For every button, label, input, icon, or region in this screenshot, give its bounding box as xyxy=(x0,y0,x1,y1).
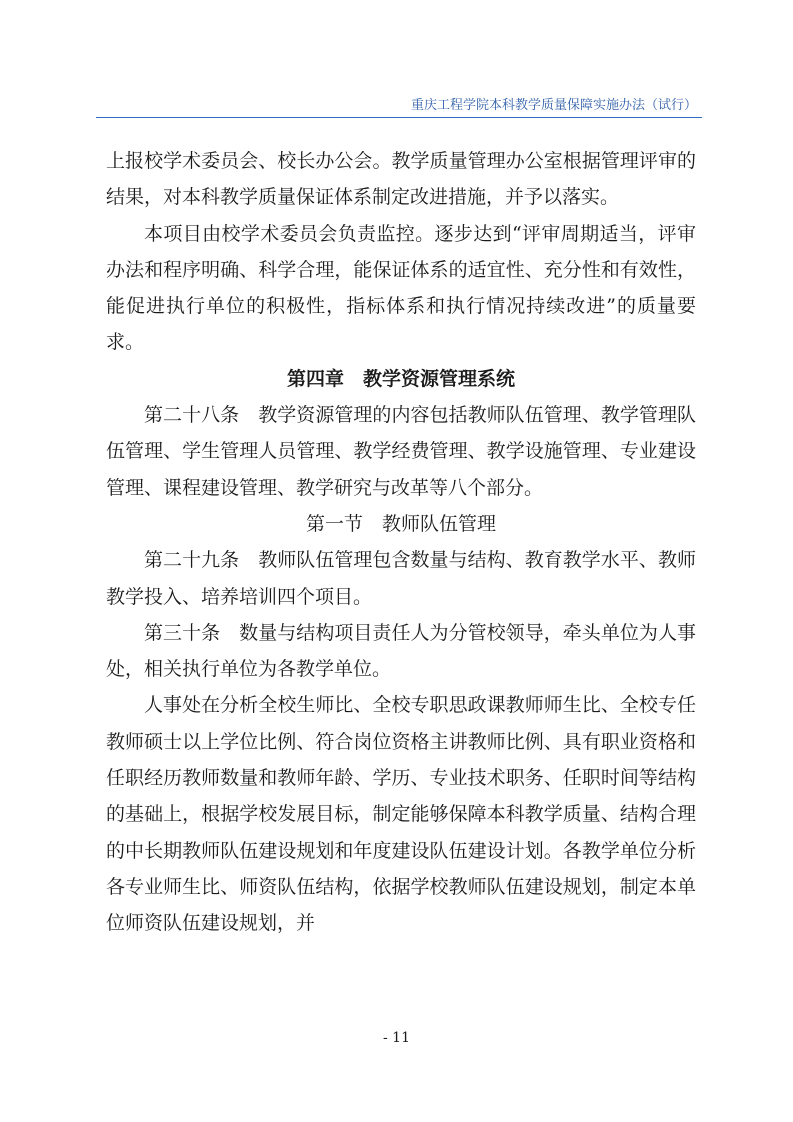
running-header-title: 重庆工程学院本科教学质量保障实施办法（试行） xyxy=(410,98,697,113)
chapter-heading: 第四章 教学资源管理系统 xyxy=(286,367,515,390)
paragraph-article-28: 第二十八条 教学资源管理的内容包括教师队伍管理、教学管理队伍管理、学生管理人员管理、教学经费管理、教学设施管理、专业建设管理、课程建设管理、教学研究与改革等八个部分。 xyxy=(106,404,696,499)
document-body xyxy=(106,143,696,942)
paragraph-1: 上报校学术委员会、校长办公会。教学质量管理办公室根据管理评审的结果，对本科教学质量保证体系制定改进措施，并予以落实。 xyxy=(106,150,696,209)
page-number: - 11 xyxy=(383,1030,410,1046)
header-divider xyxy=(96,117,702,118)
paragraph-article-30: 第三十条 数量与结构项目责任人为分管校领导，牵头单位为人事处，相关执行单位为各教学单位。 xyxy=(106,621,696,681)
paragraph-article-29: 第二十九条 教师队伍管理包含数量与结构、教育教学水平、教师教学投入、培养培训四个项目。 xyxy=(106,549,696,608)
section-heading: 第一节 教师队伍管理 xyxy=(305,512,496,535)
paragraph-2: 本项目由校学术委员会负责监控。逐步达到“评审周期适当，评审办法和程序明确、科学合理，能保证体系的适宜性、充分性和有效性，能促进执行单位的积极性，指标体系和执行情况持续改进”的质量要求。 xyxy=(106,222,696,354)
paragraph-hr-analysis: 人事处在分析全校生师比、全校专职思政课教师师生比、全校专任教师硕士以上学位比例、符合岗位资格主讲教师比例、具有职业资格和任职经历教师数量和教师年龄、学历、专业技术职务、任职时间等结构的基础上，根据学校发展目标，制定能够保障本科教学质量、结构合理的中长期教师队伍建设规划和年度建设队伍建设计划。各教学单位分析各专业师生比、师资队伍结构，依据学校教师队伍建设规划，制定本单位师资队伍建设规划，并 xyxy=(106,694,696,935)
